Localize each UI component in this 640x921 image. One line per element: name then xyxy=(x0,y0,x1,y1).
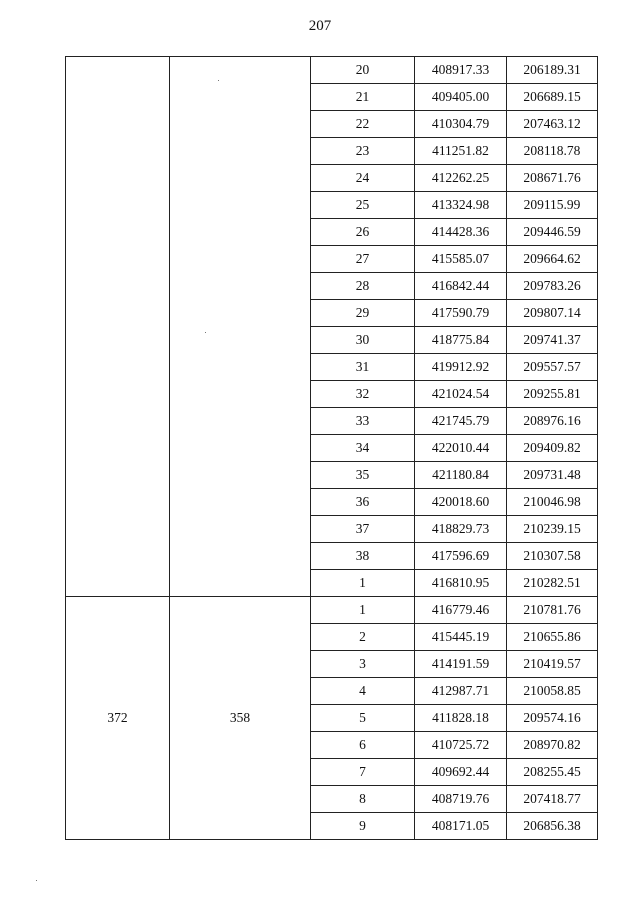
x-coordinate-cell: 421180.84 xyxy=(415,462,507,489)
x-coordinate-cell: 417596.69 xyxy=(415,543,507,570)
x-coordinate-cell: 416810.95 xyxy=(415,570,507,597)
point-number-cell: 25 xyxy=(311,192,415,219)
point-number-cell: 6 xyxy=(311,732,415,759)
scan-speck xyxy=(205,332,206,333)
x-coordinate-cell: 418775.84 xyxy=(415,327,507,354)
scan-speck xyxy=(218,80,219,81)
x-coordinate-cell: 410304.79 xyxy=(415,111,507,138)
y-coordinate-cell: 206689.15 xyxy=(507,84,598,111)
y-coordinate-cell: 208970.82 xyxy=(507,732,598,759)
x-coordinate-cell: 408171.05 xyxy=(415,813,507,840)
group-number-cell xyxy=(170,57,311,597)
x-coordinate-cell: 415445.19 xyxy=(415,624,507,651)
table-row xyxy=(66,597,598,624)
page-number: 207 xyxy=(308,18,332,34)
point-number-cell: 1 xyxy=(311,597,415,624)
point-number-cell: 23 xyxy=(311,138,415,165)
group-number-cell: 358 xyxy=(170,597,311,840)
y-coordinate-cell: 208118.78 xyxy=(507,138,598,165)
y-coordinate-cell: 210307.58 xyxy=(507,543,598,570)
x-coordinate-cell: 416842.44 xyxy=(415,273,507,300)
y-coordinate-cell: 209574.16 xyxy=(507,705,598,732)
y-coordinate-cell: 209783.26 xyxy=(507,273,598,300)
y-coordinate-cell: 210282.51 xyxy=(507,570,598,597)
x-coordinate-cell: 412262.25 xyxy=(415,165,507,192)
point-number-cell: 28 xyxy=(311,273,415,300)
y-coordinate-cell: 207418.77 xyxy=(507,786,598,813)
y-coordinate-cell: 210058.85 xyxy=(507,678,598,705)
x-coordinate-cell: 421745.79 xyxy=(415,408,507,435)
x-coordinate-cell: 411251.82 xyxy=(415,138,507,165)
x-coordinate-cell: 409692.44 xyxy=(415,759,507,786)
point-number-cell: 27 xyxy=(311,246,415,273)
x-coordinate-cell: 412987.71 xyxy=(415,678,507,705)
coordinates-table xyxy=(65,56,598,840)
y-coordinate-cell: 209731.48 xyxy=(507,462,598,489)
point-number-cell: 9 xyxy=(311,813,415,840)
y-coordinate-cell: 210046.98 xyxy=(507,489,598,516)
point-number-cell: 29 xyxy=(311,300,415,327)
x-coordinate-cell: 408917.33 xyxy=(415,57,507,84)
y-coordinate-cell: 209807.14 xyxy=(507,300,598,327)
x-coordinate-cell: 414428.36 xyxy=(415,219,507,246)
y-coordinate-cell: 207463.12 xyxy=(507,111,598,138)
y-coordinate-cell: 209664.62 xyxy=(507,246,598,273)
point-number-cell: 24 xyxy=(311,165,415,192)
y-coordinate-cell: 209115.99 xyxy=(507,192,598,219)
point-number-cell: 31 xyxy=(311,354,415,381)
y-coordinate-cell: 206856.38 xyxy=(507,813,598,840)
x-coordinate-cell: 415585.07 xyxy=(415,246,507,273)
y-coordinate-cell: 208976.16 xyxy=(507,408,598,435)
scan-speck xyxy=(36,880,37,881)
table-row xyxy=(66,57,598,84)
x-coordinate-cell: 419912.92 xyxy=(415,354,507,381)
point-number-cell: 21 xyxy=(311,84,415,111)
point-number-cell: 30 xyxy=(311,327,415,354)
y-coordinate-cell: 208255.45 xyxy=(507,759,598,786)
y-coordinate-cell: 210419.57 xyxy=(507,651,598,678)
point-number-cell: 8 xyxy=(311,786,415,813)
x-coordinate-cell: 413324.98 xyxy=(415,192,507,219)
point-number-cell: 2 xyxy=(311,624,415,651)
x-coordinate-cell: 422010.44 xyxy=(415,435,507,462)
x-coordinate-cell: 417590.79 xyxy=(415,300,507,327)
group-id-cell xyxy=(66,57,170,597)
point-number-cell: 33 xyxy=(311,408,415,435)
y-coordinate-cell: 208671.76 xyxy=(507,165,598,192)
x-coordinate-cell: 421024.54 xyxy=(415,381,507,408)
coordinates-table-body xyxy=(66,57,598,840)
point-number-cell: 38 xyxy=(311,543,415,570)
y-coordinate-cell: 209557.57 xyxy=(507,354,598,381)
point-number-cell: 36 xyxy=(311,489,415,516)
x-coordinate-cell: 418829.73 xyxy=(415,516,507,543)
point-number-cell: 5 xyxy=(311,705,415,732)
point-number-cell: 34 xyxy=(311,435,415,462)
x-coordinate-cell: 416779.46 xyxy=(415,597,507,624)
point-number-cell: 22 xyxy=(311,111,415,138)
point-number-cell: 3 xyxy=(311,651,415,678)
y-coordinate-cell: 209409.82 xyxy=(507,435,598,462)
x-coordinate-cell: 410725.72 xyxy=(415,732,507,759)
group-id-cell: 372 xyxy=(66,597,170,840)
point-number-cell: 7 xyxy=(311,759,415,786)
point-number-cell: 37 xyxy=(311,516,415,543)
y-coordinate-cell: 209255.81 xyxy=(507,381,598,408)
y-coordinate-cell: 209741.37 xyxy=(507,327,598,354)
x-coordinate-cell: 409405.00 xyxy=(415,84,507,111)
point-number-cell: 35 xyxy=(311,462,415,489)
point-number-cell: 32 xyxy=(311,381,415,408)
x-coordinate-cell: 420018.60 xyxy=(415,489,507,516)
y-coordinate-cell: 209446.59 xyxy=(507,219,598,246)
point-number-cell: 26 xyxy=(311,219,415,246)
y-coordinate-cell: 210781.76 xyxy=(507,597,598,624)
y-coordinate-cell: 210655.86 xyxy=(507,624,598,651)
x-coordinate-cell: 408719.76 xyxy=(415,786,507,813)
x-coordinate-cell: 411828.18 xyxy=(415,705,507,732)
point-number-cell: 20 xyxy=(311,57,415,84)
y-coordinate-cell: 206189.31 xyxy=(507,57,598,84)
x-coordinate-cell: 414191.59 xyxy=(415,651,507,678)
point-number-cell: 4 xyxy=(311,678,415,705)
point-number-cell: 1 xyxy=(311,570,415,597)
y-coordinate-cell: 210239.15 xyxy=(507,516,598,543)
